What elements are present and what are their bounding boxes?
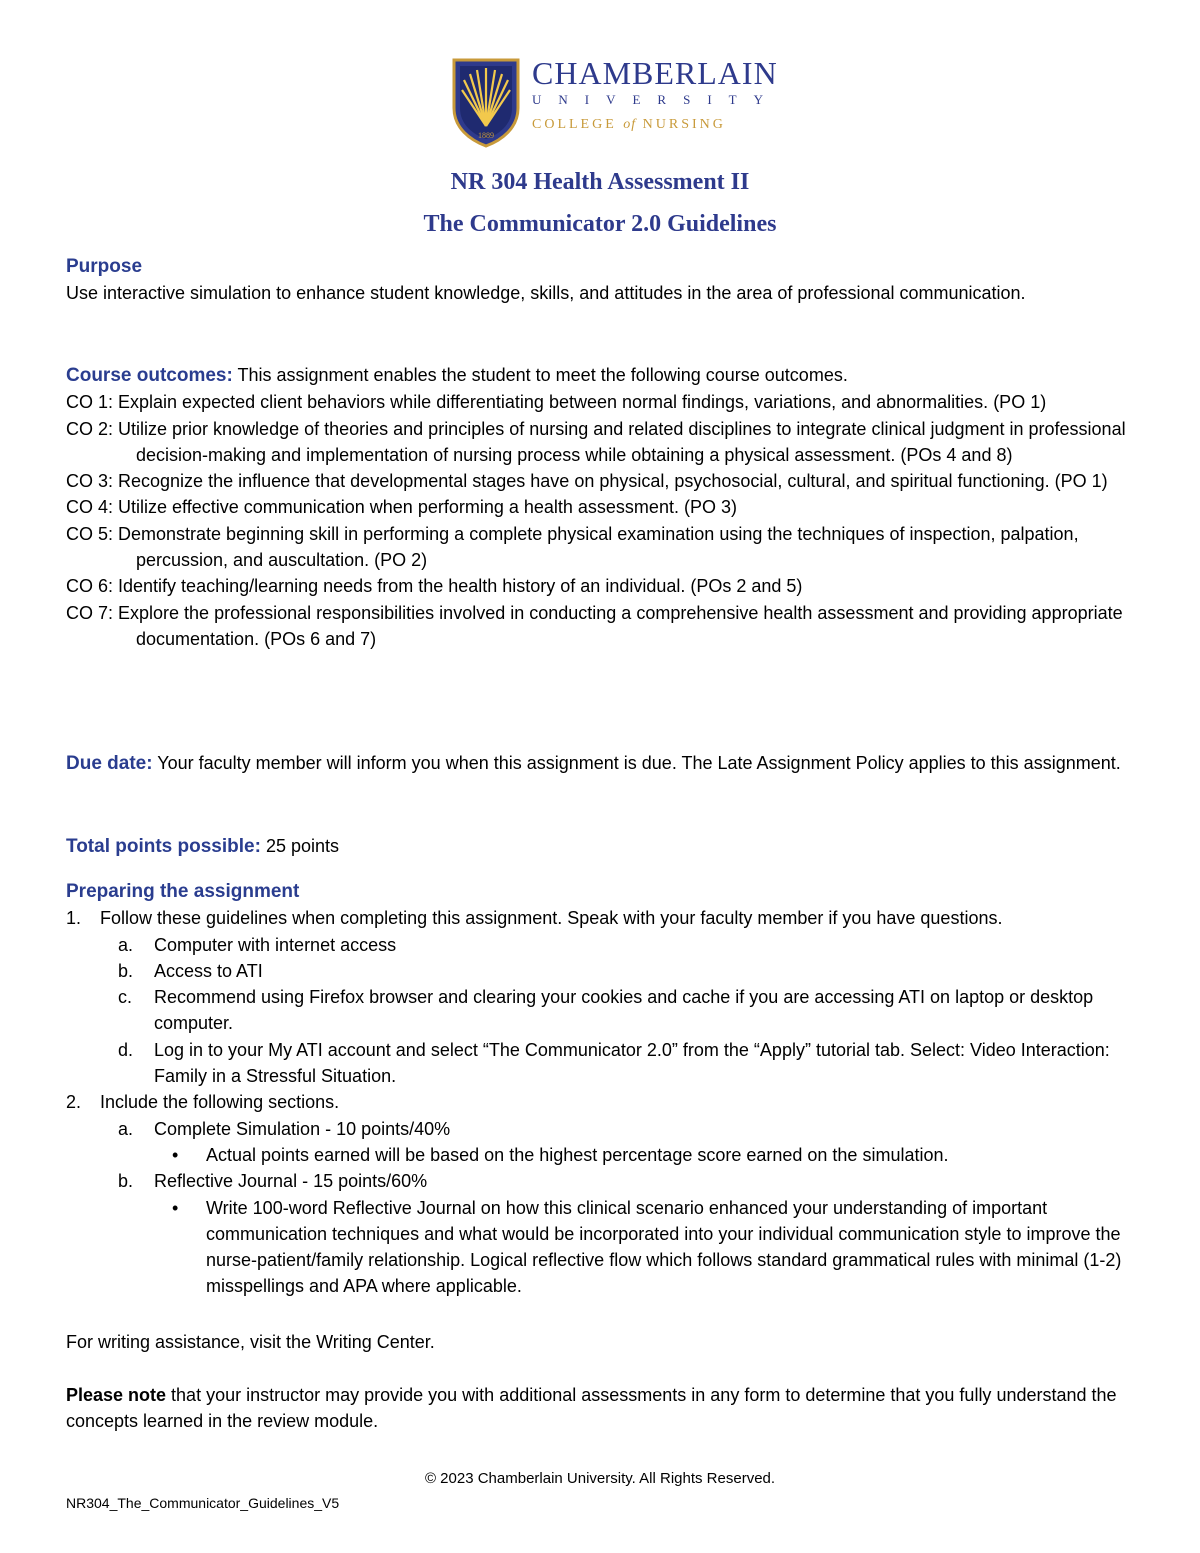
substep-item: a. Computer with internet access <box>118 934 397 955</box>
writing-assistance: For writing assistance, visit the Writing Center. <box>66 1332 435 1352</box>
chamberlain-logo <box>450 56 780 148</box>
purpose-section <box>66 254 1136 307</box>
substep-item: c. Recommend using Firefox browser and clearing your cookies and cache if you are accessing ATI on laptop or desktop computer. <box>118 987 1094 1034</box>
step-item: 1. Follow these guidelines when completing this assignment. Speak with your faculty member if you have questions. <box>66 908 1003 929</box>
substep-item: a. Complete Simulation - 10 points/40% <box>118 1118 451 1139</box>
preparing-heading: Preparing the assignment <box>66 881 300 902</box>
shield-logo-icon <box>450 56 522 148</box>
please-note: Please note that your instructor may provide you with additional assessments in any form to determine that you fully understand the concepts learned in the review module. <box>66 1385 1117 1432</box>
document-id: NR304_The_Communicator_Guidelines_V5 <box>66 1495 340 1511</box>
logo-year: 1889 <box>478 131 494 140</box>
bullet-icon: • <box>172 1197 179 1218</box>
outcome-item: CO 2: Utilize prior knowledge of theories and principles of nursing and related disciplines to integrate clinical judgment in professional decision-making and implementation of nursing process while obtaining a physical assessment. (POs 4 and 8) <box>66 418 1126 465</box>
logo-university: UNIVERSITY <box>532 92 780 107</box>
course-outcomes-section <box>66 362 1136 652</box>
substep-item: d. Log in to your My ATI account and select “The Communicator 2.0” from the “Apply” tutorial tab. Select: Video Interaction: Family in a Stressful Situation. <box>118 1039 1110 1087</box>
due-date-section <box>66 750 1136 777</box>
total-points-heading: Total points possible: <box>66 836 261 857</box>
due-date-text: Your faculty member will inform you when this assignment is due. The Late Assignment Policy applies to this assignment. <box>152 753 1121 773</box>
total-points-text: 25 points <box>260 836 339 856</box>
outcome-item: CO 5: Demonstrate beginning skill in performing a complete physical examination using the techniques of inspection, palpation, percussion, and auscultation. (PO 2) <box>66 523 1079 571</box>
outcome-item: CO 7: Explore the professional responsibilities involved in conducting a comprehensive health assessment and providing appropriate documentation. (POs 6 and 7) <box>66 602 1123 649</box>
substep-item: b. Reflective Journal - 15 points/60% <box>118 1171 428 1192</box>
substep-item: b. Access to ATI <box>118 960 263 981</box>
logo-college: COLLEGE of NURSING <box>532 117 726 132</box>
bullet-icon: • <box>172 1144 179 1165</box>
logo-name: CHAMBERLAIN <box>532 55 778 91</box>
total-points-section <box>66 833 1136 860</box>
purpose-heading: Purpose <box>66 256 143 277</box>
outcome-item: CO 6: Identify teaching/learning needs from the health history of an individual. (POs 2 and 5) <box>66 576 803 597</box>
outcome-item: CO 1: Explain expected client behaviors while differentiating between normal findings, variations, and abnormalities. (PO 1) <box>66 392 1047 413</box>
bullet-item: • Actual points earned will be based on the highest percentage score earned on the simulation. <box>66 1142 1136 1168</box>
course-title: NR 304 Health Assessment II <box>450 169 750 195</box>
outcomes-intro: Course outcomes: This assignment enables the student to meet the following course outcomes. <box>66 365 848 386</box>
outcome-item: CO 4: Utilize effective communication when performing a health assessment. (PO 3) <box>66 497 737 518</box>
due-date-heading: Due date: <box>66 753 153 774</box>
copyright-footer: © 2023 Chamberlain University. All Rights Reserved. <box>424 1470 776 1487</box>
bullet-item: • Write 100-word Reflective Journal on how this clinical scenario enhanced your understanding of important communication techniques and what would be incorporated into your individual communication style to improve the nurse-patient/family relationship. Logical reflective flow which follows standard grammatical rules with minimal (1-2) misspellings and APA where applicable. <box>66 1195 1136 1300</box>
purpose-text: Use interactive simulation to enhance student knowledge, skills, and attitudes in the area of professional communication. <box>66 283 1026 304</box>
document-title: The Communicator 2.0 Guidelines <box>423 211 777 237</box>
outcome-item: CO 3: Recognize the influence that developmental stages have on physical, psychosocial, cultural, and spiritual functioning. (PO 1) <box>66 471 1108 492</box>
preparing-section <box>66 879 1136 1300</box>
step-item: 2. Include the following sections. <box>66 1092 340 1113</box>
